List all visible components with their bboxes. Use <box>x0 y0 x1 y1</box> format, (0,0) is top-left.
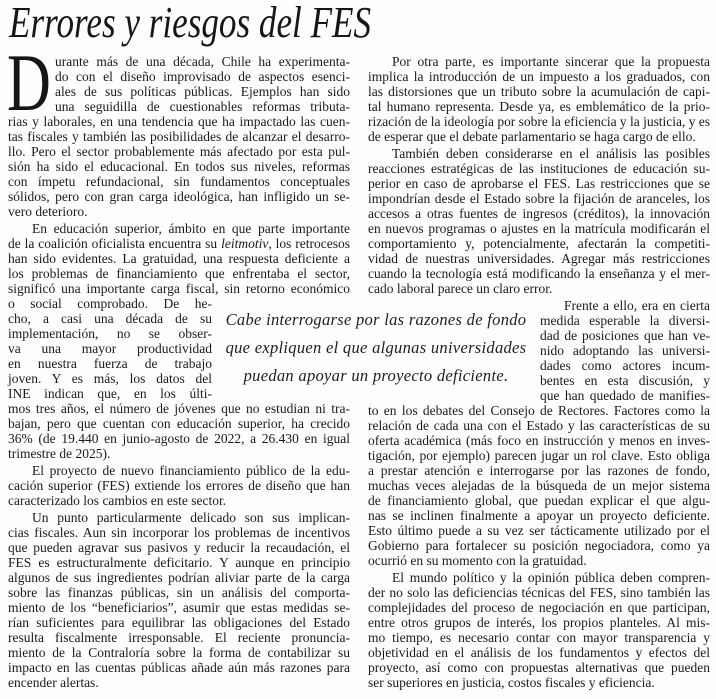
text-line <box>8 463 350 478</box>
pull-quote <box>216 306 536 390</box>
text-line <box>368 418 710 433</box>
line-text: mos tres años, el número de jóvenes que no estudian ni tra- <box>8 401 350 416</box>
line-text: tas fiscales y también las posibilidades de alcanzar el desarro- <box>8 129 350 144</box>
text-line <box>368 600 710 615</box>
text-line <box>8 296 212 311</box>
line-text: Por otra parte, es importante sincerar que la propuesta <box>392 54 710 69</box>
line-text: ocurrió en su momento con la gratuidad. <box>368 553 587 568</box>
text-line <box>368 630 710 645</box>
text-line <box>8 281 350 296</box>
line-text: dades como actores incum- <box>540 358 710 373</box>
text-line <box>368 84 710 99</box>
text-line <box>8 525 350 540</box>
line-text: ser superiores en justicia, costos fiscales y eficiencia. <box>368 675 655 690</box>
line-text: entre otros grupos de interés, los propios planteles. Al mis- <box>368 615 710 630</box>
line-text: miento de la Contraloría sobre la forma de contabilizar su <box>8 645 350 660</box>
line-text: proyecto, así como con propuestas alternativas que pueden <box>368 660 710 675</box>
line-text: que han quedado de manifies- <box>540 388 710 403</box>
text-line <box>8 446 350 461</box>
text-line <box>368 236 710 251</box>
line-text: cuando la tecnología está modificando la enseñanza y el mer- <box>368 266 710 281</box>
text-line <box>368 129 710 144</box>
text-line <box>368 281 710 296</box>
line-text: sobre las finanzas públicas, sin un análisis del comporta- <box>8 585 350 600</box>
text-line <box>8 570 350 585</box>
text-line <box>368 660 710 675</box>
line-text: trimestre de 2025). <box>8 446 111 461</box>
line-text: Esto último puede a su vez ser tácticamente utilizado por el <box>368 523 710 538</box>
drop-cap: D <box>7 37 51 128</box>
line-text: en nuevos programas o ajustes en la matrícula modificarán el <box>368 221 710 236</box>
line-text: tigación, por ejemplo) parecen jugar un rol clave. Esto obliga <box>368 448 710 463</box>
text-line <box>368 645 710 660</box>
text-line <box>8 311 212 326</box>
text-line <box>540 343 710 358</box>
text-line <box>368 493 710 508</box>
text-line <box>368 508 710 523</box>
headline: Errores y riesgos del FES <box>9 0 371 47</box>
text-line <box>368 146 710 161</box>
text-line <box>8 615 350 630</box>
line-text <box>8 236 350 251</box>
text-line <box>8 675 350 690</box>
line-text: miento de los “beneficiarios”, asumir que estas medidas se- <box>8 600 350 615</box>
line-text: los problemas de financiamiento que enfrentaba el sector, <box>8 266 350 281</box>
text-line <box>540 358 710 373</box>
line-text: FES es estructuralmente deficitario. Y aunque en principio <box>8 555 350 570</box>
line-text: caracterizado los cambios en este sector. <box>8 493 227 508</box>
text-line <box>8 660 350 675</box>
line-text: vero deterioro. <box>8 204 88 219</box>
text-line <box>368 251 710 266</box>
line-text: tal humano representa. Desde ya, es emblemático de la prio- <box>368 99 710 114</box>
text-line <box>368 570 710 585</box>
line-text: va una mayor productividad <box>8 341 212 356</box>
text-line <box>8 114 350 129</box>
line-text: sólidos, pero con gran carga ideológica, han infligido un se- <box>8 189 350 204</box>
line-text: cias fiscales. Aun sin incorporar los problemas de incentivos <box>8 525 350 540</box>
line-text: En educación superior, ámbito en que parte importante <box>32 221 350 236</box>
text-line <box>8 204 350 219</box>
line-text: do con el diseño improvisado de aspectos esenci- <box>55 69 350 84</box>
paragraph <box>368 146 710 296</box>
line-text: nas se inclinen finalmente a apoyar un proyecto deficiente. <box>368 508 710 523</box>
text-line <box>8 645 350 660</box>
line-text: cado laboral parece un claro error. <box>368 281 553 296</box>
text-line <box>8 493 350 508</box>
text-line <box>540 328 710 343</box>
line-text: nido adoptando las universi- <box>540 343 710 358</box>
text-line <box>368 585 710 600</box>
text-line <box>368 54 710 69</box>
line-text: cho, a casi una década de su <box>8 311 212 326</box>
text-line <box>368 615 710 630</box>
line-text: de esperar que el debate parlamentario se haga cargo de ello. <box>368 129 696 144</box>
text-line <box>368 161 710 176</box>
text-line <box>55 69 350 84</box>
line-text: dad de posiciones que han ve- <box>540 328 710 343</box>
pull-quote-line: Cabe interrogarse por las razones de fondo <box>225 310 527 329</box>
text-line <box>8 371 212 386</box>
text-line <box>8 540 350 555</box>
line-text: oferta académica (más foco en instrucción y menos en inves- <box>368 433 710 448</box>
text-line <box>8 478 350 493</box>
text-line <box>8 585 350 600</box>
text-line <box>368 114 710 129</box>
text-line <box>8 431 350 446</box>
line-text: vidad de nuestras universidades. Agregar más restricciones <box>368 251 710 266</box>
text-line <box>8 159 350 174</box>
text-line <box>368 191 710 206</box>
text-line <box>368 99 710 114</box>
text-line <box>540 298 710 313</box>
line-text: a prestar atención e interrogarse por las razones de fondo, <box>368 463 710 478</box>
line-text: mo tiempo, es necesario contar con mayor transparencia y <box>368 630 710 645</box>
line-text: joven. Y es más, los datos del <box>8 371 212 386</box>
text-line <box>8 555 350 570</box>
line-text: en nuestra fuerza de trabajo <box>8 356 212 371</box>
line-segment: , los retrocesos <box>268 236 350 251</box>
line-text: bajan, pero que cuentan con educación superior, ha crecido <box>8 416 350 431</box>
text-line <box>368 463 710 478</box>
line-text: una seguidilla de cuestionables reformas tributa- <box>55 99 350 114</box>
line-text: reacciones estratégicas de las instituciones de educación su- <box>368 161 710 176</box>
line-text: significó una importante carga fiscal, sin retorno económico <box>8 281 350 296</box>
paragraph <box>8 510 350 690</box>
paragraph <box>8 54 350 219</box>
text-line <box>368 176 710 191</box>
text-line <box>368 553 710 568</box>
text-line <box>8 386 212 401</box>
text-line <box>368 433 710 448</box>
text-line <box>55 84 350 99</box>
line-text: Frente a ello, era en cierta <box>564 298 710 313</box>
line-text: accesos a otras fuentes de ingresos (créditos), la innovación <box>368 206 710 221</box>
text-line <box>55 54 350 69</box>
line-text: objetividad en el análisis de los fundamentos y efectos del <box>368 645 710 660</box>
line-text: comportamiento y, potencialmente, afectarán la competiti- <box>368 236 710 251</box>
italic-term: leitmotiv <box>221 236 269 251</box>
line-segment: de la coalición oficialista encuentra su <box>8 236 222 251</box>
text-line <box>8 401 350 416</box>
line-text: impondrían desde el Estado sobre la fijación de aranceles, los <box>368 191 710 206</box>
text-line <box>368 538 710 553</box>
text-line <box>540 388 710 403</box>
paragraph <box>368 570 710 690</box>
line-text: llo. Pero el sector probablemente más afectado por esta pul- <box>8 144 350 159</box>
line-text: han sido evidentes. La gratuidad, una respuesta deficiente a <box>8 251 350 266</box>
text-line <box>8 341 212 356</box>
text-line <box>55 99 350 114</box>
line-text: 36% (de 19.440 en junio-agosto de 2022, a 26.430 en igual <box>8 431 350 446</box>
pull-quote-line: que expliquen el que algunas universidades <box>225 338 527 357</box>
line-text: medida esperable la diversi- <box>540 313 710 328</box>
line-text: Gobierno para fortalecer su posición negociadora, como ya <box>368 538 710 553</box>
line-text: der no solo las deficiencias técnicas del FES, sino también las <box>368 585 710 600</box>
line-text: algunos de sus ingredientes podrían aliviar parte de la carga <box>8 570 350 585</box>
text-line <box>368 403 710 418</box>
paragraph <box>8 463 350 508</box>
text-line <box>368 206 710 221</box>
line-text: También deben considerarse en el análisis las posibles <box>392 146 710 161</box>
line-text: rias y laborales, en una tendencia que ha impactado las cuen- <box>8 114 350 129</box>
text-line <box>8 236 350 251</box>
text-line <box>368 448 710 463</box>
line-text: rían suficientes para equilibrar las obligaciones del Estado <box>8 615 350 630</box>
line-text: de financiamiento global, que puedan explicar el que algu- <box>368 493 710 508</box>
text-line <box>8 266 350 281</box>
line-text: implementación, no se obser- <box>8 326 212 341</box>
line-text: complejidades del proceso de negociación en que participan, <box>368 600 710 615</box>
text-line <box>8 144 350 159</box>
line-text: El mundo político y la opinión pública deben compren- <box>392 570 710 585</box>
text-line <box>368 266 710 281</box>
paragraph <box>368 54 710 144</box>
line-text: cación superior (FES) extiende los errores de diseño que han <box>8 478 350 493</box>
line-text: rización de la ideología por sobre la eficiencia y la justicia, y es <box>368 114 711 129</box>
text-line <box>8 600 350 615</box>
text-line <box>8 251 350 266</box>
line-text: ales de sus políticas públicas. Ejemplos han sido <box>55 84 350 99</box>
text-line <box>368 221 710 236</box>
text-line <box>540 313 710 328</box>
line-text: implica la introducción de un impuesto a los graduados, con <box>368 69 710 84</box>
line-text: o social comprobado. De he- <box>8 296 212 311</box>
text-line <box>8 630 350 645</box>
line-text: perior en caso de aprobarse el FES. Las restricciones que se <box>368 176 710 191</box>
line-text: bentes en esta discusión, y <box>540 373 710 388</box>
line-text: las distorsiones que un tributo sobre la acumulación de capi- <box>368 84 710 99</box>
line-text: muchas veces alejadas de la búsqueda de un mejor sistema <box>368 478 710 493</box>
line-text: con ímpetu refundacional, sin fundamentos conceptuales <box>8 174 350 189</box>
line-text: encender alertas. <box>8 675 99 690</box>
line-text: que pueden agravar sus pasivos y reducir la recaudación, el <box>8 540 350 555</box>
line-text: INE indican que, en los últi- <box>8 386 212 401</box>
line-text: impacto en las cuentas públicas añade aún más razones para <box>8 660 350 675</box>
text-line <box>8 174 350 189</box>
text-line <box>8 510 350 525</box>
pull-quote-line: puedan apoyar un proyecto deficiente. <box>243 366 509 385</box>
line-text: urante más de una década, Chile ha experimenta- <box>55 54 350 69</box>
text-line <box>540 373 710 388</box>
line-text: sión ha sido el educacional. En todos sus niveles, reformas <box>8 159 350 174</box>
text-line <box>368 523 710 538</box>
line-text: Un punto particularmente delicado son sus implican- <box>32 510 350 525</box>
line-text: El proyecto de nuevo financiamiento público de la edu- <box>32 463 350 478</box>
line-text: resulta fiscalmente irresponsable. El reciente pronuncia- <box>8 630 350 645</box>
text-line <box>8 221 350 236</box>
line-text: to en los debates del Consejo de Rectores. Factores como la <box>368 403 710 418</box>
text-line <box>8 356 212 371</box>
text-line <box>368 478 710 493</box>
text-line <box>8 129 350 144</box>
line-text: relación de cada una con el Estado y las características de su <box>368 418 710 433</box>
text-line <box>8 416 350 431</box>
text-line <box>8 189 350 204</box>
text-line <box>8 326 212 341</box>
text-line <box>368 675 710 690</box>
text-line <box>368 69 710 84</box>
